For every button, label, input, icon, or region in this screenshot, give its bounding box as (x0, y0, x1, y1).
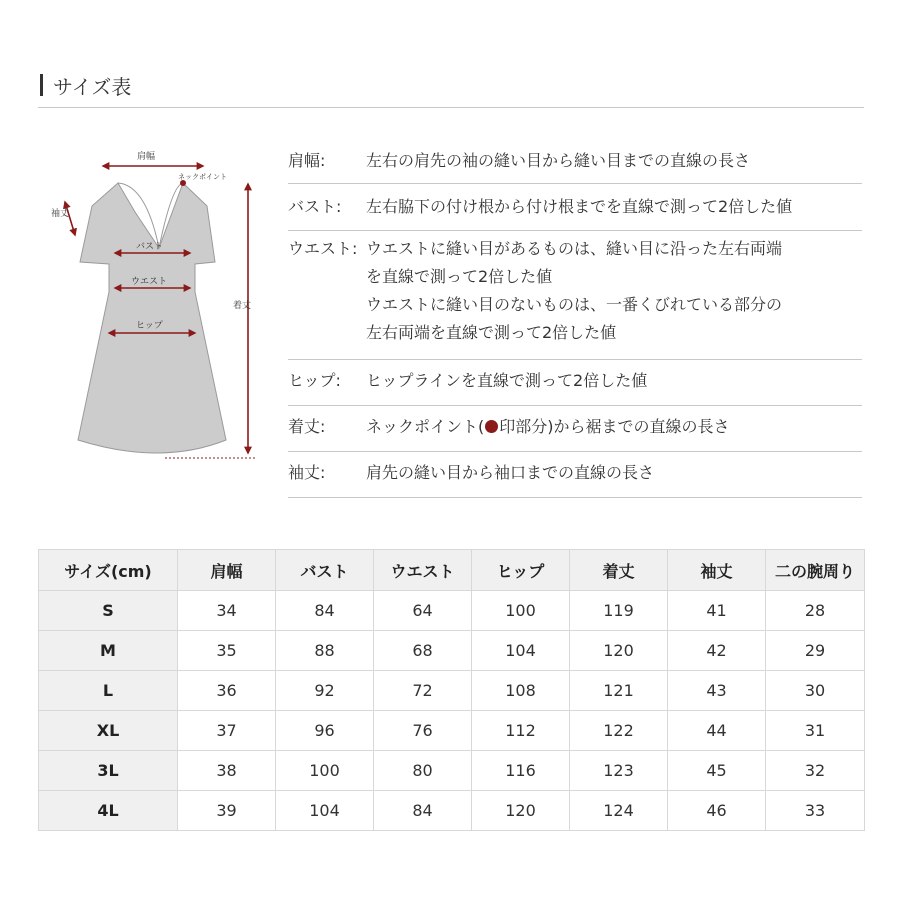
header-shoulder: 肩幅 (178, 550, 276, 591)
definition-text: 左右脇下の付け根から付け根までを直線で測って2倍した値 (366, 197, 793, 216)
definition-term: バスト: (288, 197, 342, 216)
definition-term: ウエスト: (288, 239, 358, 258)
table-cell: 29 (766, 631, 865, 671)
size-cell: XL (39, 711, 178, 751)
table-header-row (39, 550, 865, 591)
length-label: 着丈 (233, 301, 252, 311)
table-cell: 36 (178, 671, 276, 711)
definition-line: 左右両端を直線で測って2倍した値 (366, 323, 617, 342)
definition-waist (288, 231, 862, 360)
table-cell: 100 (472, 591, 570, 631)
definition-text (366, 413, 862, 441)
size-table (38, 549, 865, 831)
page-title (40, 70, 131, 100)
size-cell: S (39, 591, 178, 631)
definition-term: 袖丈: (288, 463, 326, 482)
table-cell: 96 (276, 711, 374, 751)
definition-text (366, 235, 862, 347)
table-cell: 104 (276, 791, 374, 831)
table-cell: 104 (472, 631, 570, 671)
bust-label: バスト (136, 242, 164, 252)
page-title-text: サイズ表 (53, 74, 132, 99)
definition-shoulder (288, 138, 862, 184)
table-cell: 120 (472, 791, 570, 831)
table-cell: 108 (472, 671, 570, 711)
table-cell: 88 (276, 631, 374, 671)
table-cell: 72 (374, 671, 472, 711)
table-cell: 31 (766, 711, 865, 751)
table-cell: 119 (570, 591, 668, 631)
table-cell: 123 (570, 751, 668, 791)
definition-text-before: ネックポイント( (366, 417, 485, 436)
table-cell: 100 (276, 751, 374, 791)
table-cell: 45 (668, 751, 766, 791)
table-cell: 41 (668, 591, 766, 631)
header-upper-arm: 二の腕周り (766, 550, 865, 591)
definition-text: 左右の肩先の袖の縫い目から縫い目までの直線の長さ (366, 151, 751, 170)
table-cell: 28 (766, 591, 865, 631)
header-hip: ヒップ (472, 550, 570, 591)
definition-line: を直線で測って2倍した値 (366, 267, 553, 286)
definition-line: ウエストに縫い目のないものは、一番くびれている部分の (366, 295, 783, 314)
definition-hip (288, 360, 862, 406)
header-waist: ウエスト (374, 550, 472, 591)
table-cell: 30 (766, 671, 865, 711)
table-row (39, 631, 865, 671)
shoulder-label: 肩幅 (137, 152, 156, 162)
size-cell: 4L (39, 791, 178, 831)
definition-bust (288, 184, 862, 231)
size-cell: 3L (39, 751, 178, 791)
definition-text-after: 印部分)から裾までの直線の長さ (499, 417, 730, 436)
table-cell: 39 (178, 791, 276, 831)
header-size: サイズ(cm) (39, 550, 178, 591)
header-length: 着丈 (570, 550, 668, 591)
size-cell: M (39, 631, 178, 671)
red-dot-icon (485, 420, 498, 433)
table-cell: 76 (374, 711, 472, 751)
table-cell: 120 (570, 631, 668, 671)
size-cell: L (39, 671, 178, 711)
table-cell: 92 (276, 671, 374, 711)
table-cell: 38 (178, 751, 276, 791)
table-row (39, 671, 865, 711)
table-cell: 84 (374, 791, 472, 831)
definition-sleeve (288, 452, 862, 498)
definition-term: 肩幅: (288, 151, 326, 170)
table-row (39, 791, 865, 831)
table-cell: 46 (668, 791, 766, 831)
table-cell: 33 (766, 791, 865, 831)
table-cell: 122 (570, 711, 668, 751)
table-cell: 32 (766, 751, 865, 791)
definition-line: ウエストに縫い目があるものは、縫い目に沿った左右両端 (366, 239, 783, 258)
table-cell: 43 (668, 671, 766, 711)
definition-text: 肩先の縫い目から袖口までの直線の長さ (366, 463, 655, 482)
definition-text: ヒップラインを直線で測って2倍した値 (366, 371, 648, 390)
table-cell: 68 (374, 631, 472, 671)
table-row (39, 591, 865, 631)
table-row (39, 751, 865, 791)
table-cell: 44 (668, 711, 766, 751)
measurement-definitions (288, 138, 862, 498)
header-sleeve: 袖丈 (668, 550, 766, 591)
table-cell: 116 (472, 751, 570, 791)
table-cell: 80 (374, 751, 472, 791)
table-cell: 64 (374, 591, 472, 631)
sleeve-label: 袖丈 (51, 209, 70, 219)
title-divider (38, 107, 864, 108)
header-bust: バスト (276, 550, 374, 591)
table-cell: 42 (668, 631, 766, 671)
table-cell: 37 (178, 711, 276, 751)
table-cell: 112 (472, 711, 570, 751)
hip-label: ヒップ (136, 321, 163, 331)
table-cell: 84 (276, 591, 374, 631)
definition-length (288, 406, 862, 452)
waist-label: ウエスト (131, 277, 168, 287)
dress-diagram (45, 140, 275, 470)
definition-term: 着丈: (288, 417, 326, 436)
table-cell: 34 (178, 591, 276, 631)
table-cell: 124 (570, 791, 668, 831)
table-row (39, 711, 865, 751)
table-cell: 35 (178, 631, 276, 671)
neck-point-label: ネックポイント (178, 173, 227, 181)
definition-term: ヒップ: (288, 371, 341, 390)
title-accent-bar (40, 74, 43, 96)
table-cell: 121 (570, 671, 668, 711)
